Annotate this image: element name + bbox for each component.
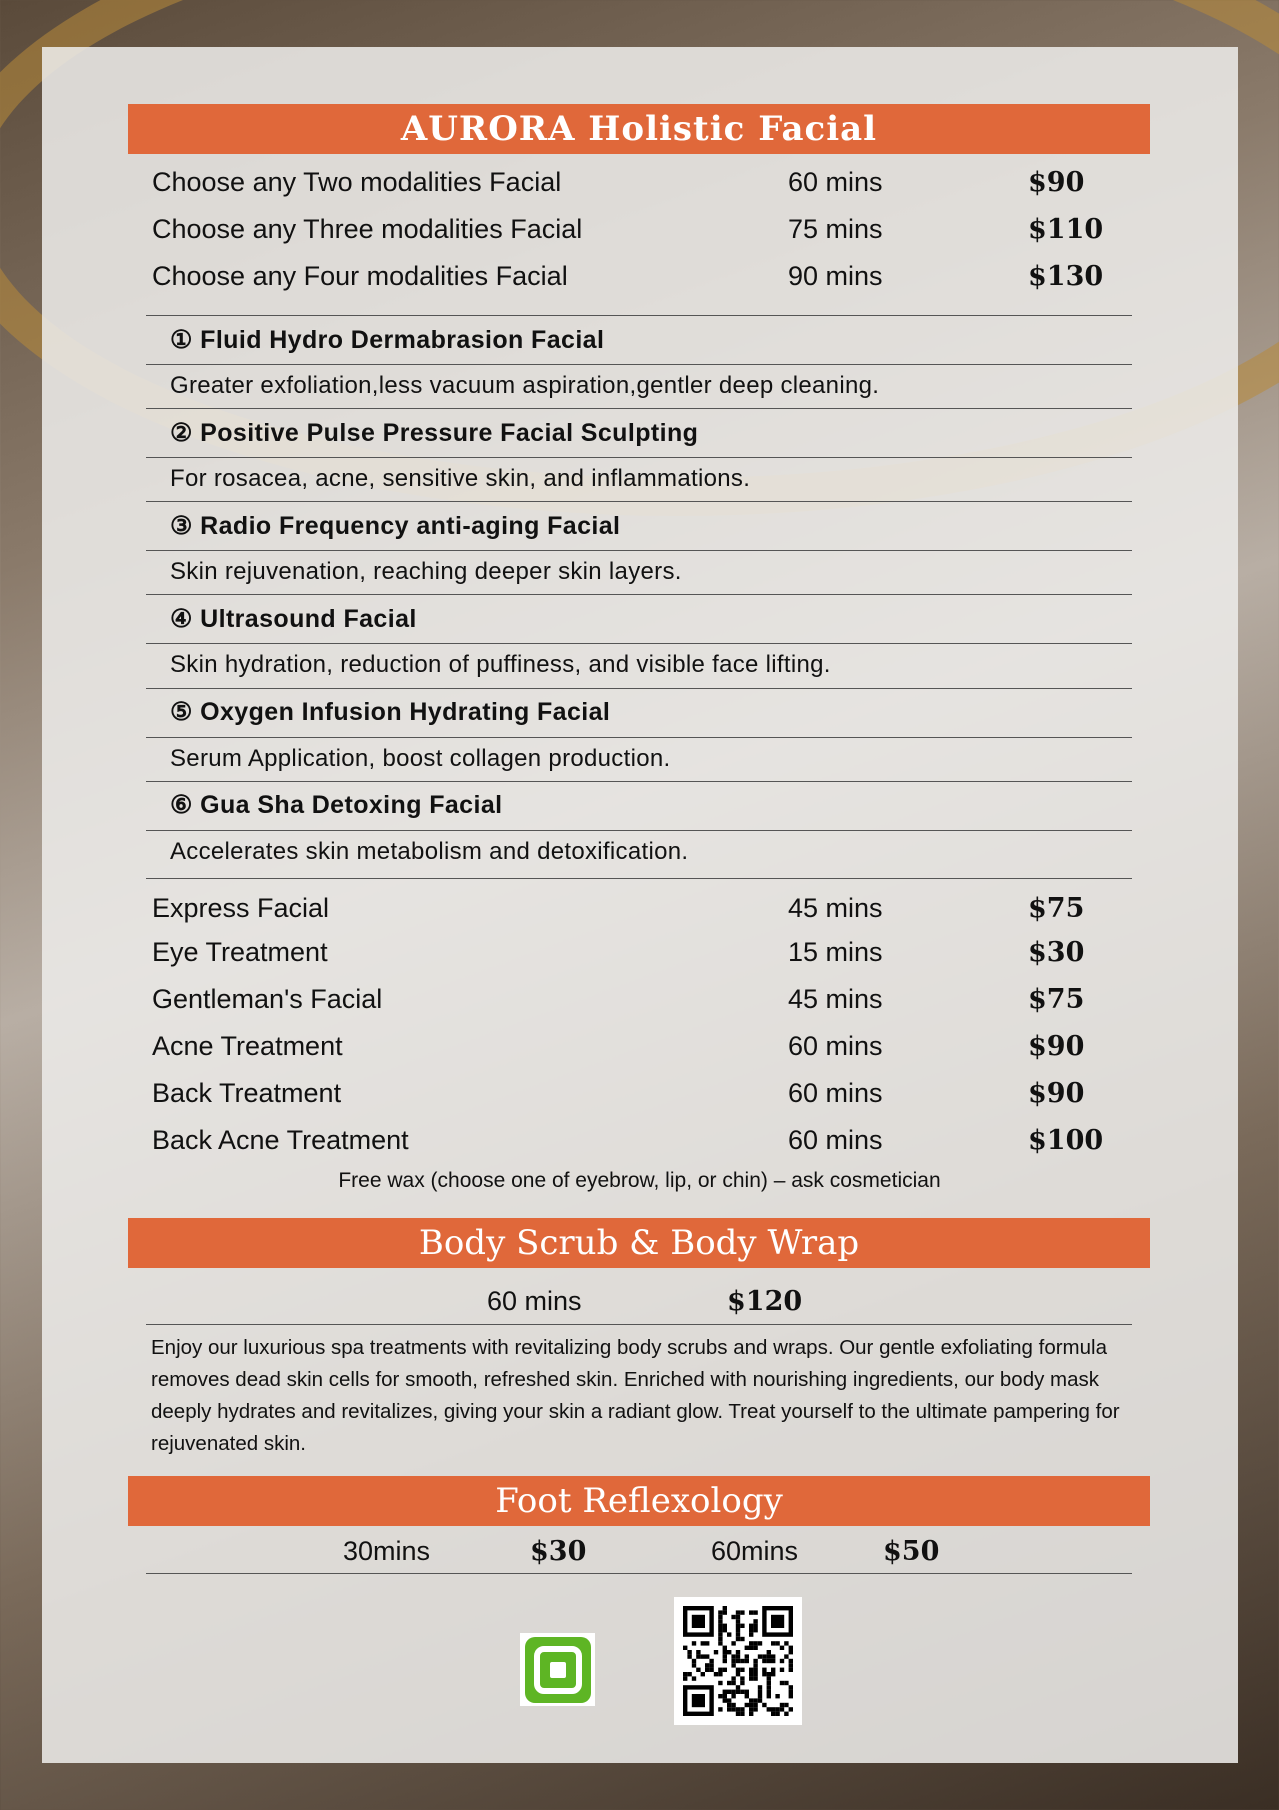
treatment-duration: 60 mins bbox=[788, 1125, 883, 1155]
aurora-banner: AURORA Holistic Facial bbox=[128, 104, 1150, 154]
treatment-row bbox=[152, 1125, 1102, 1165]
modality-description: Greater exfoliation,less vacuum aspiration,gentler deep cleaning. bbox=[170, 372, 880, 399]
divider bbox=[146, 594, 1132, 595]
qr-code-icon[interactable] bbox=[674, 1597, 802, 1725]
divider bbox=[146, 315, 1132, 316]
modality-title: ④ Ultrasound Facial bbox=[170, 605, 417, 633]
row-name: Choose any Three modalities Facial bbox=[152, 214, 583, 244]
row-price: $90 bbox=[1028, 167, 1085, 198]
modality-description: Accelerates skin metabolism and detoxification. bbox=[170, 838, 689, 865]
treatment-row bbox=[152, 1078, 1102, 1118]
row-duration: 60 mins bbox=[788, 167, 883, 197]
treatment-name: Gentleman's Facial bbox=[152, 984, 383, 1014]
body-scrub-banner: Body Scrub & Body Wrap bbox=[128, 1218, 1150, 1268]
square-logo-icon[interactable] bbox=[520, 1633, 595, 1706]
modality-description: Skin hydration, reduction of puffiness, and visible face lifting. bbox=[170, 651, 831, 678]
treatment-name: Back Acne Treatment bbox=[152, 1125, 409, 1155]
body-scrub-description: Enjoy our luxurious spa treatments with revitalizing body scrubs and wraps. Our gentle exfoliating formula removes dead skin cells for smooth, refreshed skin. Enriched with nourishing ingredients, our body mask deeply hydrates and revitalizes, giving your skin a radiant glow. Treat yourself to the ultimate pampering for rejuvenated skin. bbox=[151, 1336, 1120, 1455]
body-scrub-price: $120 bbox=[727, 1286, 803, 1317]
modality-title: ⑤ Oxygen Infusion Hydrating Facial bbox=[170, 698, 611, 726]
divider bbox=[146, 830, 1132, 831]
modality-title: ② Positive Pulse Pressure Facial Sculpting bbox=[170, 419, 699, 447]
row-price: $110 bbox=[1028, 214, 1104, 245]
modality-title: ① Fluid Hydro Dermabrasion Facial bbox=[170, 326, 605, 354]
modality-description: Skin rejuvenation, reaching deeper skin layers. bbox=[170, 558, 682, 585]
foot-option-duration: 30mins bbox=[343, 1536, 431, 1566]
treatment-duration: 45 mins bbox=[788, 984, 883, 1014]
treatment-name: Eye Treatment bbox=[152, 937, 328, 967]
treatment-price: $30 bbox=[1028, 937, 1085, 968]
treatment-price: $100 bbox=[1028, 1125, 1104, 1156]
divider bbox=[146, 550, 1132, 551]
divider bbox=[146, 737, 1132, 738]
divider bbox=[146, 1573, 1132, 1574]
treatment-name: Back Treatment bbox=[152, 1078, 342, 1108]
row-duration: 90 mins bbox=[788, 261, 883, 291]
treatment-row bbox=[152, 984, 1102, 1024]
body-scrub-duration: 60 mins bbox=[487, 1286, 582, 1316]
treatment-price: $90 bbox=[1028, 1078, 1085, 1109]
divider bbox=[146, 1324, 1132, 1325]
foot-option-price: $50 bbox=[883, 1536, 940, 1567]
treatment-row bbox=[152, 893, 1102, 933]
row-duration: 75 mins bbox=[788, 214, 883, 244]
aurora-row bbox=[152, 167, 1102, 207]
divider bbox=[146, 878, 1132, 879]
treatment-price: $75 bbox=[1028, 893, 1085, 924]
free-wax-note: Free wax (choose one of eyebrow, lip, or chin) – ask cosmetician bbox=[338, 1169, 941, 1192]
divider bbox=[146, 457, 1132, 458]
aurora-row bbox=[152, 214, 1102, 254]
divider bbox=[146, 781, 1132, 782]
aurora-row bbox=[152, 261, 1102, 301]
treatment-duration: 60 mins bbox=[788, 1078, 883, 1108]
modality-title: ③ Radio Frequency anti-aging Facial bbox=[170, 512, 621, 540]
foot-option-duration: 60mins bbox=[711, 1536, 799, 1566]
treatment-duration: 15 mins bbox=[788, 937, 883, 967]
divider bbox=[146, 688, 1132, 689]
modality-title: ⑥ Gua Sha Detoxing Facial bbox=[170, 791, 503, 819]
divider bbox=[146, 408, 1132, 409]
treatment-row bbox=[152, 937, 1102, 977]
treatment-duration: 45 mins bbox=[788, 893, 883, 923]
treatment-row bbox=[152, 1031, 1102, 1071]
row-price: $130 bbox=[1028, 261, 1104, 292]
modality-description: Serum Application, boost collagen production. bbox=[170, 745, 671, 772]
treatment-price: $75 bbox=[1028, 984, 1085, 1015]
treatment-duration: 60 mins bbox=[788, 1031, 883, 1061]
divider bbox=[146, 643, 1132, 644]
row-name: Choose any Four modalities Facial bbox=[152, 261, 568, 291]
foot-option-price: $30 bbox=[530, 1536, 587, 1567]
divider bbox=[146, 501, 1132, 502]
modality-description: For rosacea, acne, sensitive skin, and inflammations. bbox=[170, 465, 751, 492]
treatment-name: Acne Treatment bbox=[152, 1031, 343, 1061]
treatment-price: $90 bbox=[1028, 1031, 1085, 1062]
divider bbox=[146, 364, 1132, 365]
row-name: Choose any Two modalities Facial bbox=[152, 167, 562, 197]
foot-reflexology-banner: Foot Reflexology bbox=[128, 1476, 1150, 1526]
treatment-name: Express Facial bbox=[152, 893, 330, 923]
